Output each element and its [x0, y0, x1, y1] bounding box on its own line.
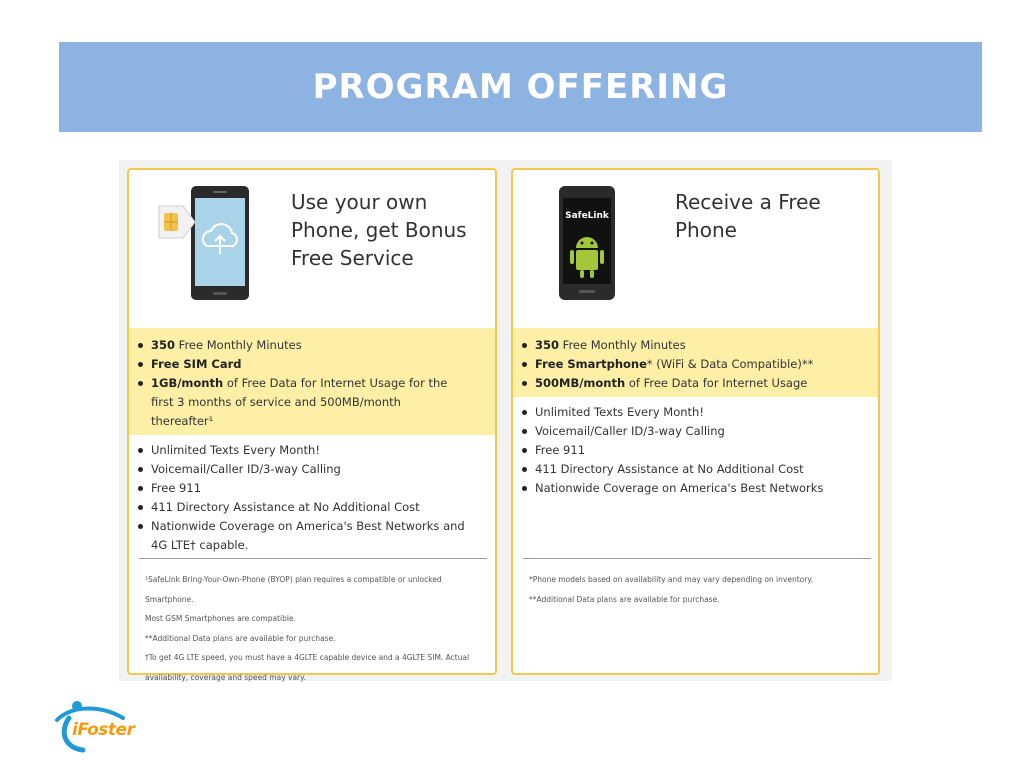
feature-item: Free 911: [151, 479, 495, 498]
divider: [523, 558, 871, 559]
feature-item: Unlimited Texts Every Month!: [151, 441, 495, 460]
footnote: ¹SafeLink Bring-Your-Own-Phone (BYOP) plan requires a compatible or unlocked Smartphone.: [145, 575, 442, 604]
feature-item: Unlimited Texts Every Month!: [535, 403, 878, 422]
feature-list: [129, 435, 495, 555]
footnote: **Additional Data plans are available for purchase.: [529, 594, 720, 604]
card-header: [129, 170, 495, 328]
feature-list: [513, 397, 878, 498]
phone-upload-icon: [155, 184, 265, 314]
title-banner: [59, 42, 982, 132]
footnote: Most GSM Smartphones are compatible.: [145, 614, 296, 623]
highlight-item: 500MB/month of Free Data for Internet Usage: [535, 374, 878, 393]
divider: [139, 558, 487, 559]
highlight-item: Free SIM Card: [151, 355, 495, 374]
card-heading: Receive a Free Phone: [675, 190, 821, 242]
footnote: availability, coverage and speed may vary.: [145, 672, 306, 682]
feature-item: 411 Directory Assistance at No Additional Cost: [151, 498, 495, 517]
highlight-item: 1GB/month of Free Data for Internet Usage for the first 3 months of service and 500MB/month thereafter¹: [151, 374, 495, 431]
footnotes: [145, 570, 490, 687]
footnote: **Additional Data plans are available for purchase.: [145, 633, 336, 643]
card-heading: Use your own Phone, get Bonus Free Service: [291, 190, 467, 270]
footnote: *Phone models based on availability and may vary depending on inventory.: [529, 575, 814, 584]
feature-item: 411 Directory Assistance at No Additional Cost: [535, 460, 878, 479]
highlight-box: [513, 328, 878, 397]
feature-item: Nationwide Coverage on America's Best Networks: [535, 479, 878, 498]
highlight-box: [129, 328, 495, 435]
feature-item: Voicemail/Caller ID/3-way Calling: [151, 460, 495, 479]
feature-item: Free 911: [535, 441, 878, 460]
highlight-item: Free Smartphone* (WiFi & Data Compatible)**: [535, 355, 878, 374]
phone-brand-label: SafeLink: [565, 211, 609, 221]
logo-wordmark: iFoster: [72, 720, 135, 740]
feature-item: Voicemail/Caller ID/3-way Calling: [535, 422, 878, 441]
slide-title: PROGRAM OFFERING: [312, 67, 729, 107]
highlight-item: 350 Free Monthly Minutes: [535, 336, 878, 355]
android-phone-icon: [555, 184, 635, 304]
footnote: †To get 4G LTE speed, you must have a 4GLTE capable device and a 4GLTE SIM. Actual: [145, 653, 470, 662]
byop-offer-card: [127, 168, 497, 682]
footnotes: [529, 570, 874, 609]
free-phone-offer-card: [511, 168, 880, 675]
sim-card-icon: [159, 206, 195, 238]
highlight-item: 350 Free Monthly Minutes: [151, 336, 495, 355]
card-header: [513, 170, 878, 328]
feature-item: Nationwide Coverage on America's Best Networks and 4G LTE† capable.: [151, 517, 495, 555]
